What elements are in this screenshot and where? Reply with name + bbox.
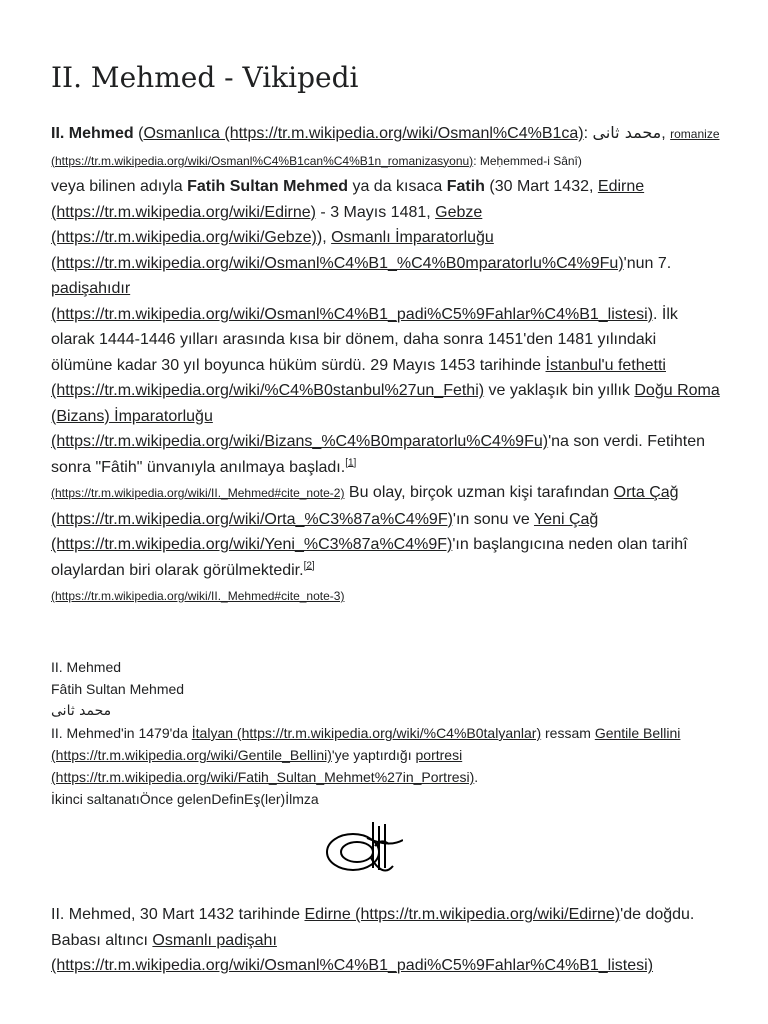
infobox-arabic-name: محمد ثانی (51, 703, 112, 719)
infobox (51, 656, 721, 810)
italyan-link[interactable]: İtalyan (https://tr.m.wikipedia.org/wiki/%C4%B0talyanlar) (191, 725, 542, 741)
edirne-link[interactable]: Edirne (https://tr.m.wikipedia.org/wiki/Edirne) (51, 178, 645, 221)
arabic-name: محمد ثانی (592, 123, 662, 142)
byzantine-empire-link[interactable]: Doğu Roma (Bizans) İmparatorluğu (https://tr.m.wikipedia.org/wiki/Bizans_%C4%B0mparatorlu%C4%9Fu) (51, 382, 720, 450)
romanized-name: : Meḥemmed-i Sânî) (473, 153, 582, 168)
istanbul-conquest-link[interactable]: İstanbul'u fethetti (https://tr.m.wikipedia.org/wiki/%C4%B0stanbul%27un_Fethi) (51, 356, 666, 399)
ottoman-padisah-link[interactable]: Osmanlı padişahı (https://tr.m.wikipedia.org/wiki/Osmanl%C4%B1_padi%C5%9Fahlar%C4%B1_listesi) (51, 931, 654, 974)
gebze-link[interactable]: Gebze (https://tr.m.wikipedia.org/wiki/Gebze) (51, 203, 483, 246)
reference-1-link[interactable]: [1] (345, 457, 357, 469)
reference-1-url-link[interactable]: (https://tr.m.wikipedia.org/wiki/II._Mehmed#cite_note-2) (51, 486, 345, 500)
lead-paragraph: II. Mehmed (Osmanlıca (https://tr.m.wikipedia.org/wiki/Osmanl%C4%B1ca): محمد ثانی, romanize (https://tr.m.wikipedia.org/wiki/Osmanl%C4%B1can%C4%B1n_romanizasyonu): Meḥemmed-i Sânî) veya bilinen adıyla Fatih Sultan Mehmed ya da kısaca Fatih (30 Mart 1432, Edirne (https://tr.m.wikipedia.org/wiki/Edirne) - 3 Mayıs 1481, Gebze (https://tr.m.wikipedia.org/wiki/Gebze)), Osmanlı İmparatorluğu (https://tr.m.wikipedia.org/wiki/Osmanl%C4%B1_%C4%B0mparatorlu%C4%9Fu)'nun 7. padişahıdır (https://tr.m.wikipedia.org/wiki/Osmanl%C4%B1_padi%C5%9Fahlar%C4%B1_listesi). İlk olarak 1444-1446 yılları arasında kısa bir dönem, daha sonra 1451'den 1481 yılındaki ölümüne kadar 30 yıl boyunca hüküm sürdü. 29 Mayıs 1453 tarihinde İstanbul'u fethetti (https://tr.m.wikipedia.org/wiki/%C4%B0stanbul%27un_Fethi) ve yaklaşık bin yıllık Doğu Roma (Bizans) İmparatorluğu (https://tr.m.wikipedia.org/wiki/Bizans_%C4%B0mparatorlu%C4%9Fu)'na son verdi. Fetihten sonra "Fâtih" ünvanıyla anılmaya başladı.[1] (https://tr.m.wikipedia.org/wiki/II._Mehmed#cite_note-2) Bu olay, birçok uzman kişi tarafından Orta Çağ (https://tr.m.wikipedia.org/wiki/Orta_%C3%87a%C4%9F)'ın sonu ve Yeni Çağ (https://tr.m.wikipedia.org/wiki/Yeni_%C3%87a%C4%9F)'ın başlangıcına neden olan tarihî olaylardan biri olarak görülmektedir.[2] (https://tr.m.wikipedia.org/wiki/II._Mehmed#cite_note-3) (51, 123, 720, 603)
middle-ages-link[interactable]: Orta Çağ (https://tr.m.wikipedia.org/wiki/Orta_%C3%87a%C4%9F) (51, 484, 679, 528)
osmanlica-link[interactable]: Osmanlıca (https://tr.m.wikipedia.org/wiki/Osmanl%C4%B1ca) (143, 125, 584, 142)
early-modern-link[interactable]: Yeni Çağ (https://tr.m.wikipedia.org/wiki/Yeni_%C3%87a%C4%9F) (51, 510, 599, 553)
portrait-link[interactable]: portresi (https://tr.m.wikipedia.org/wiki/Fatih_Sultan_Mehmet%27in_Portresi) (51, 747, 475, 785)
reference-2-link[interactable]: [2] (303, 560, 315, 572)
romanize-url-link[interactable]: (https://tr.m.wikipedia.org/wiki/Osmanl%C4%B1can%C4%B1n_romanizasyonu) (51, 153, 474, 168)
padisah-link[interactable]: padişahıdır (https://tr.m.wikipedia.org/wiki/Osmanl%C4%B1_padi%C5%9Fahlar%C4%B1_listesi) (51, 280, 654, 323)
subject-name: II. Mehmed (51, 125, 134, 142)
infobox-caption: II. Mehmed'in 1479'da İtalyan (https://tr.m.wikipedia.org/wiki/%C4%B0talyanlar) ressam Gentile Bellini (https://tr.m.wikipedia.org/wiki/Gentile_Bellini)'ye yaptırdığı portresi (https://tr.m.wikipedia.org/wiki/Fatih_Sultan_Mehmet%27in_Portresi). (51, 725, 681, 785)
infobox-name: II. Mehmed (51, 659, 122, 675)
tughra-signature-icon (323, 818, 403, 884)
infobox-full-name: Fâtih Sultan Mehmed (51, 681, 185, 697)
reference-2-url-link[interactable]: (https://tr.m.wikipedia.org/wiki/II._Mehmed#cite_note-3) (51, 589, 345, 603)
fatih-sultan-bold: Fatih Sultan Mehmed (187, 178, 348, 195)
bellini-link[interactable]: Gentile Bellini (https://tr.m.wikipedia.org/wiki/Gentile_Bellini) (51, 725, 681, 763)
edirne-link-2[interactable]: Edirne (https://tr.m.wikipedia.org/wiki/Edirne) (304, 906, 621, 923)
infobox-row-labels: İkinci saltanatıÖnce gelenDefinEş(ler)İlmza (51, 791, 319, 807)
fatih-bold: Fatih (446, 178, 485, 195)
early-life-paragraph: II. Mehmed, 30 Mart 1432 tarihinde Edirne (https://tr.m.wikipedia.org/wiki/Edirne)'de doğdu. Babası altıncı Osmanlı padişahı (https://tr.m.wikipedia.org/wiki/Osmanl%C4%B1_padi%C5%9Fahlar%C4%B1_listesi) (51, 906, 695, 974)
page-title: II. Mehmed - Vikipedi (51, 61, 359, 94)
ottoman-empire-link[interactable]: Osmanlı İmparatorluğu (https://tr.m.wikipedia.org/wiki/Osmanl%C4%B1_%C4%B0mparatorlu%C4%9Fu) (51, 229, 624, 272)
romanize-link[interactable]: romanize (670, 127, 720, 141)
